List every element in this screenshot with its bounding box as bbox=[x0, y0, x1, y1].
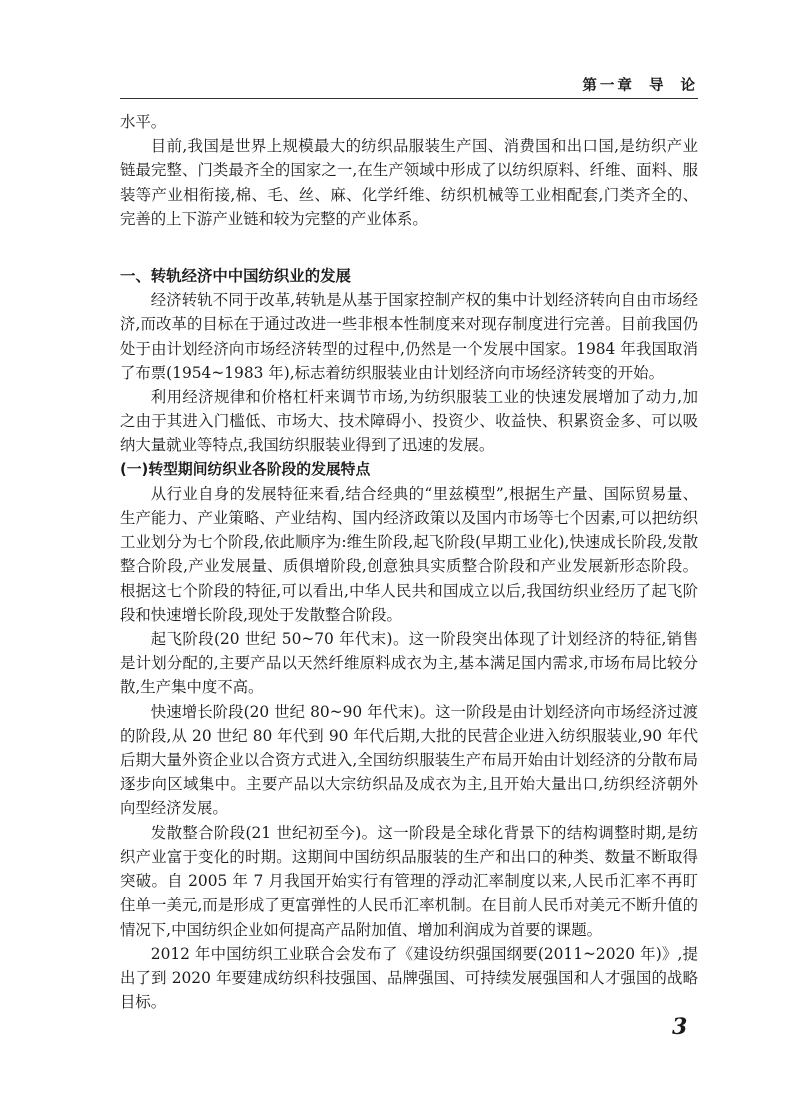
chapter-title: 第一章 导 论 bbox=[582, 78, 698, 94]
paragraph-continuation: 水平。 bbox=[120, 113, 167, 131]
paragraph-strategic-goals: 2012 年中国纺织工业联合会发布了《建设纺织强国纲要(2011~2020 年)》,提出了到 2020 年要建成纺织科技强国、品牌强国、可持续发展强国和人才强国的战略目标。 bbox=[120, 944, 698, 1012]
paragraph-rapid-growth-stage: 快速增长阶段(20 世纪 80~90 年代末)。这一阶段是由计划经济向市场经济过渡的阶段,从 20 世纪 80 年代到 90 年代后期,大批的民营企业进入纺织服装业,90 年代后期大量外资企业以合资方式进入,全国纺织服装生产布局开始由计划经济的分散布局逐步向区域集中。主要产品以大宗纺织品及成衣为主,且开始大量出口,纺织经济朝外向型经济发展。 bbox=[120, 702, 698, 818]
paragraph-ritz-model: 从行业自身的发展特征来看,结合经典的“里兹模型”,根据生产量、国际贸易量、生产能力、产业策略、产业结构、国内经济政策以及国内市场等七个因素,可以把纺织工业划分为七个阶段,依此顺序为:维生阶段,起飞阶段(早期工业化),快速成长阶段,发散整合阶段,产业发展量、质俱增阶段,创意独具实质整合阶段和产业发展新形态阶段。根据这七个阶段的特征,可以看出,中华人民共和国成立以后,我国纺织业经历了起飞阶段和快速增长阶段,现处于发散整合阶段。 bbox=[120, 484, 698, 624]
subsection-heading: (一)转型期间纺织业各阶段的发展特点 bbox=[120, 460, 371, 478]
paragraph-transition-economy: 经济转轨不同于改革,转轨是从基于国家控制产权的集中计划经济转向自由市场经济,而改革的目标在于通过改进一些非根本性制度来对现存制度进行完善。目前我国仍处于由计划经济向市场经济转型的过程中,仍然是一个发展中国家。1984 年我国取消了布票(1954~1983 年),标志着纺织服装业由计划经济向市场经济转变的开始。 bbox=[120, 291, 698, 382]
page-number: 3 bbox=[672, 1014, 688, 1040]
paragraph-takeoff-stage: 起飞阶段(20 世纪 50~70 年代末)。这一阶段突出体现了计划经济的特征,销售是计划分配的,主要产品以天然纤维原料成衣为主,基本满足国内需求,市场布局比较分散,生产集中度不高。 bbox=[120, 630, 698, 697]
paragraph-divergent-integration-stage: 发散整合阶段(21 世纪初至今)。这一阶段是全球化背景下的结构调整时期,是纺织产业富于变化的时期。这期间中国纺织品服装的生产和出口的种类、数量不断取得突破。自 2005 年 7 月我国开始实行有管理的浮动汇率制度以来,人民币汇率不再盯住单一美元,而是形成了更富弹性的人民币汇率机制。在目前人民币对美元不断升值的情况下,中国纺织企业如何提高产品附加值、增加利润成为首要的课题。 bbox=[120, 823, 698, 939]
running-header bbox=[120, 72, 698, 99]
section-heading: 一、转轨经济中中国纺织业的发展 bbox=[120, 267, 351, 286]
section-spacer bbox=[120, 231, 698, 264]
paragraph-industry-overview: 目前,我国是世界上规模最大的纺织品服装生产国、消费国和出口国,是纺织产业链最完整、门类最齐全的国家之一,在生产领域中形成了以纺织原料、纤维、面料、服装等产业相衔接,棉、毛、丝、麻、化学纤维、纺织机械等工业相配套,门类齐全的、完善的上下游产业链和较为完整的产业体系。 bbox=[120, 137, 698, 228]
page-body bbox=[120, 110, 698, 1014]
paragraph-market-regulation: 利用经济规律和价格杠杆来调节市场,为纺织服装工业的快速发展增加了动力,加之由于其进入门槛低、市场大、技术障碍小、投资少、收益快、积累资金多、可以吸纳大量就业等特点,我国纺织服装业得到了迅速的发展。 bbox=[120, 388, 698, 455]
